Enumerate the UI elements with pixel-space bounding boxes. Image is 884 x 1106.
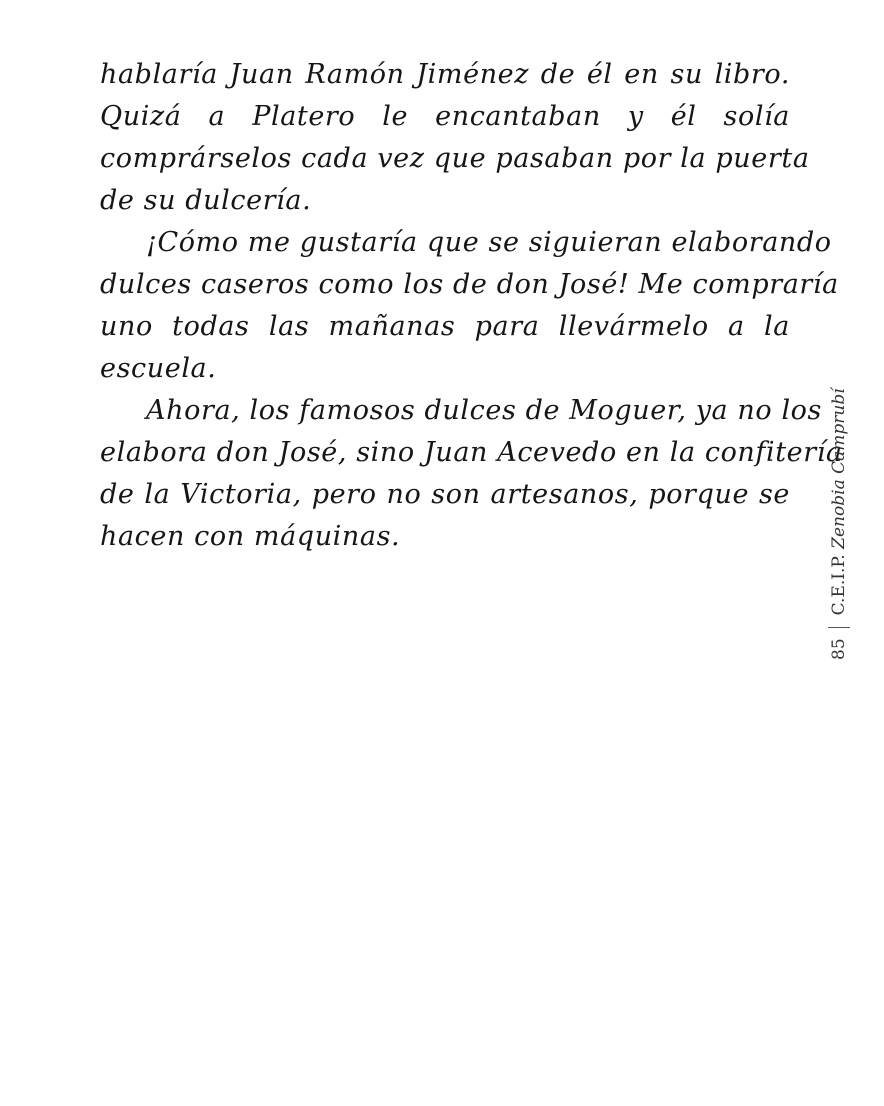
margin-footer — [828, 388, 850, 660]
text-line: Quizá a Platero le encantaban y él solía — [100, 101, 790, 132]
page-number: 85 — [829, 638, 849, 660]
paragraph-1 — [100, 54, 810, 222]
text-line: comprárselos cada vez que pasaban por la puerta — [100, 143, 810, 174]
paragraph-2 — [100, 222, 839, 390]
text-line: uno todas las mañanas para llevármelo a la — [100, 311, 790, 342]
school-prefix: C.E.I.P. — [829, 554, 849, 616]
school-name — [829, 388, 849, 615]
text-line: de la Victoria, pero no son artesanos, porque se — [100, 479, 790, 510]
text-line: dulces caseros como los de don José! Me compraría — [100, 269, 839, 300]
school-name-text: Zenobia Camprubí — [829, 388, 849, 549]
text-line: hacen con máquinas. — [100, 521, 401, 552]
text-line: de su dulcería. — [100, 185, 312, 216]
text-line: ¡Cómo me gustaría que se siguieran elaborando — [146, 227, 832, 258]
footer-separator — [828, 627, 850, 628]
text-line: elabora don José, sino Juan Acevedo en la confitería — [100, 437, 843, 468]
text-line: hablaría Juan Ramón Jiménez de él en su libro. — [100, 59, 790, 90]
text-line: escuela. — [100, 353, 217, 384]
text-line: Ahora, los famosos dulces de Moguer, ya no los — [146, 395, 822, 426]
